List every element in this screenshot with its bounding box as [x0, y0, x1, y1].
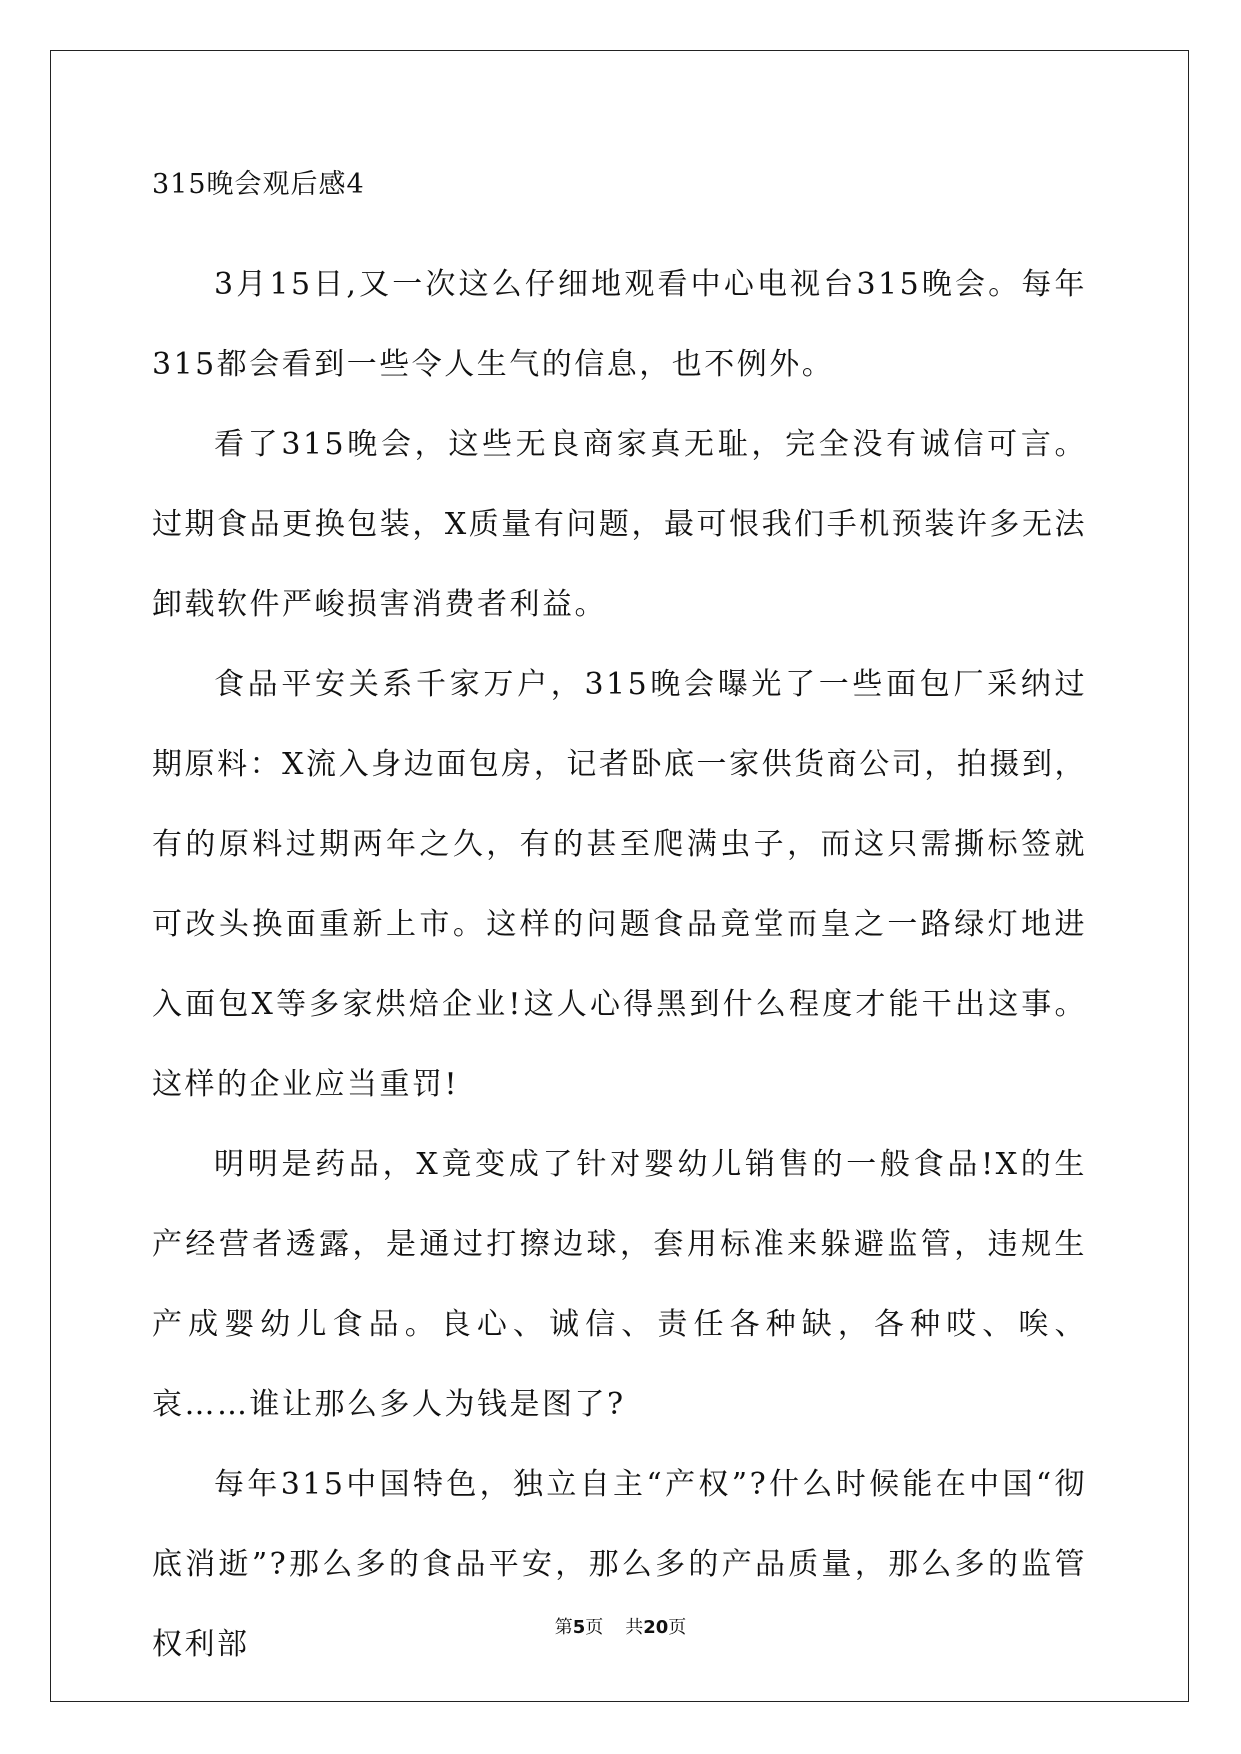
total-pages-number: 20 — [643, 1617, 669, 1638]
paragraph: 明明是药品，X竟变成了针对婴幼儿销售的一般食品!X的生产经营者透露，是通过打擦边球，套用标准来躲避监管，违规生产成婴幼儿食品。良心、诚信、责任各种缺，各种哎、唉、哀……谁让那么多人为钱是图了? — [152, 1147, 1087, 1422]
paragraph: 每年315中国特色，独立自主“产权”?什么时候能在中国“彻底消逝”?那么多的食品平安，那么多的产品质量，那么多的监管权利部 — [152, 1467, 1087, 1662]
paragraph: 食品平安关系千家万户，315晚会曝光了一些面包厂采纳过期原料：X流入身边面包房，记者卧底一家供货商公司，拍摄到，有的原料过期两年之久，有的甚至爬满虫子，而这只需撕标签就可改头换面重新上市。这样的问题食品竟堂而皇之一路绿灯地进入面包X等多家烘焙企业!这人心得黑到什么程度才能干出这事。这样的企业应当重罚! — [152, 667, 1087, 1102]
document-title: 315晚会观后感4 — [152, 169, 365, 200]
page-prefix: 第 — [554, 1617, 573, 1638]
total-prefix: 共 — [625, 1617, 644, 1638]
paragraph: 3月15日,又一次这么仔细地观看中心电视台315晚会。每年315都会看到一些令人生气的信息，也不例外。 — [152, 267, 1087, 382]
document-body — [152, 165, 1087, 1685]
current-page-number: 5 — [572, 1617, 586, 1638]
total-suffix: 页 — [668, 1617, 687, 1638]
page-footer — [0, 1616, 1241, 1640]
paragraph: 看了315晚会，这些无良商家真无耻，完全没有诚信可言。过期食品更换包装，X质量有问题，最可恨我们手机预装许多无法卸载软件严峻损害消费者利益。 — [152, 427, 1087, 622]
page-suffix: 页 — [585, 1617, 604, 1638]
